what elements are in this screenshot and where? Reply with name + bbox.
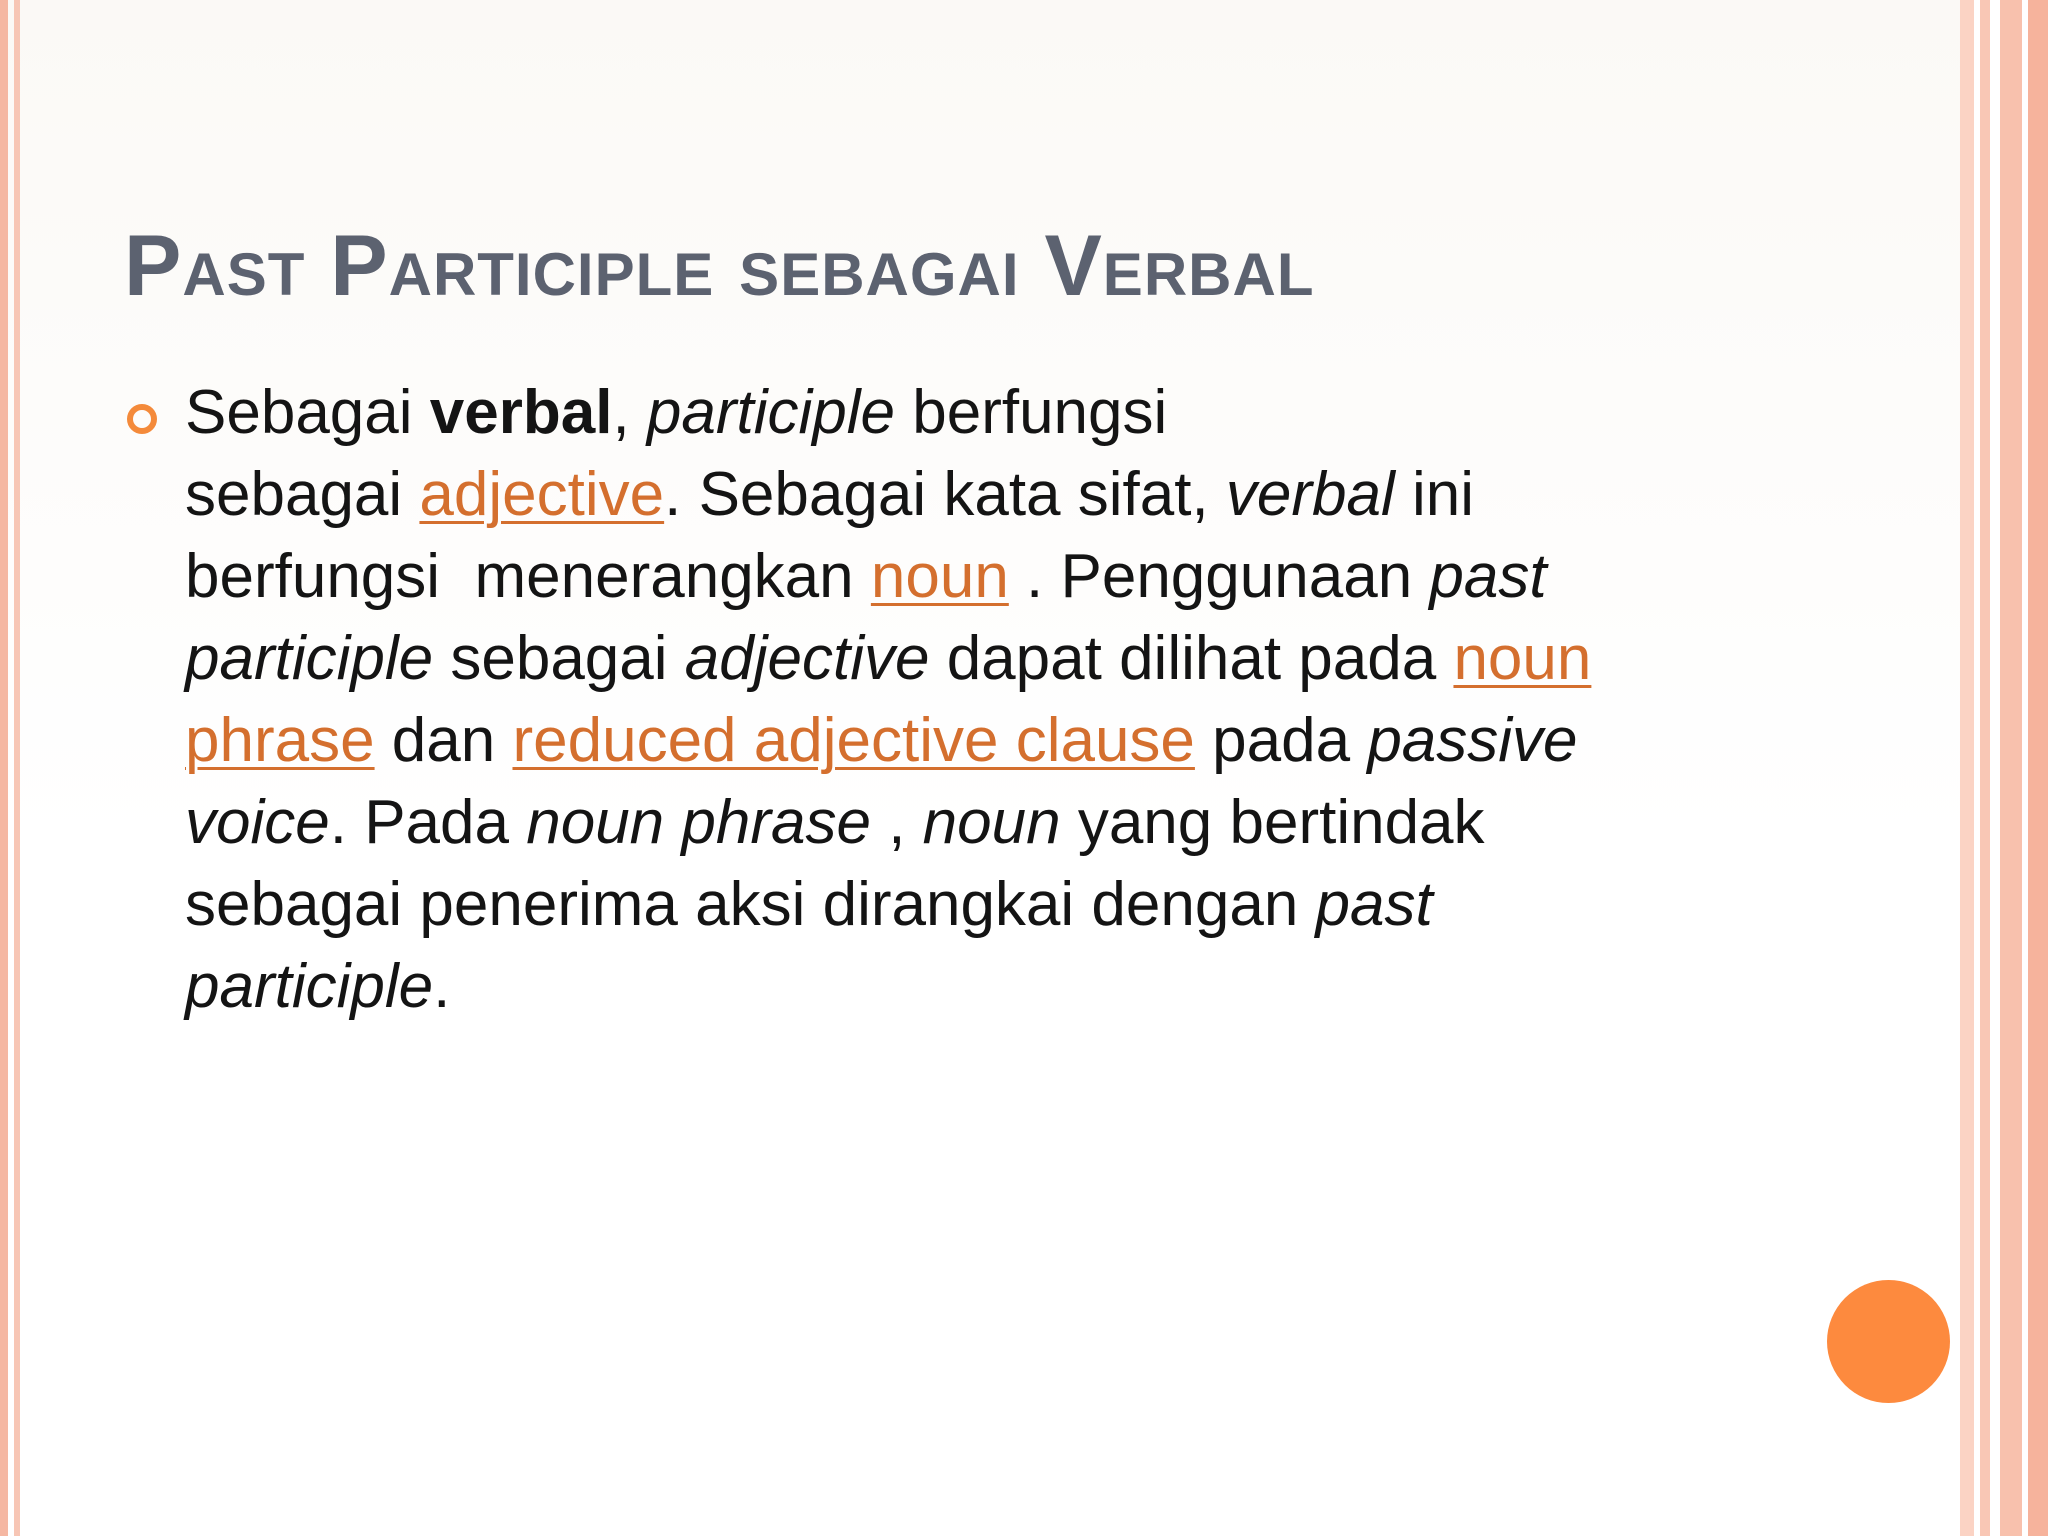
text: , [870,788,923,857]
hollow-circle-bullet-icon [127,404,157,434]
italic-term: verbal [1225,460,1395,529]
text: berfungsi menerangkan [185,542,871,611]
slide-title: Past Participle sebagai Verbal [124,218,1315,314]
italic-term: noun phrase [526,788,871,857]
italic-term: adjective [684,624,930,693]
text: . Penggunaan [1008,542,1430,611]
paragraph-line-4 [185,618,1765,700]
text: . [433,952,451,1021]
link-reduced-adjective-clause[interactable]: reduced adjective clause [512,706,1195,775]
bullet-paragraph [185,372,1765,1028]
right-border-stripe-1 [1960,0,1974,1536]
text: sebagai penerima aksi dirangkai dengan [185,870,1316,939]
text: berfungsi [895,378,1168,447]
paragraph-line-8 [185,946,1765,1028]
text: dapat dilihat pada [929,624,1454,693]
text: . Sebagai kata sifat, [664,460,1226,529]
italic-term: participle [646,378,896,447]
link-noun-phrase-part1[interactable]: noun [1453,624,1592,693]
paragraph-line-5 [185,700,1765,782]
italic-term: participle [185,624,434,693]
text: sebagai [433,624,685,693]
italic-term: past [1429,542,1547,611]
text: sebagai [185,460,420,529]
italic-term: voice [185,788,330,857]
italic-term: participle [185,952,434,1021]
italic-term: noun [922,788,1061,857]
link-adjective[interactable]: adjective [419,460,665,529]
text: dan [374,706,513,775]
text: yang bertindak [1060,788,1485,857]
text: Sebagai [185,378,430,447]
italic-term: passive [1367,706,1578,775]
bold-term: verbal [429,378,613,447]
italic-term: past [1315,870,1433,939]
link-noun[interactable]: noun [870,542,1009,611]
paragraph-line-6 [185,782,1765,864]
paragraph-line-7 [185,864,1765,946]
link-noun-phrase-part2[interactable]: phrase [185,706,375,775]
left-border-stripe [0,0,8,1536]
text: . Pada [329,788,527,857]
right-border-stripe-2 [1980,0,1990,1536]
left-border-stripe-inner [14,0,20,1536]
paragraph-line-3 [185,536,1765,618]
right-border-stripe-3 [2000,0,2022,1536]
text: pada [1194,706,1368,775]
paragraph-line-1 [185,372,1765,454]
decorative-orange-circle [1827,1280,1950,1403]
text: ini [1394,460,1475,529]
paragraph-line-2 [185,454,1765,536]
text: , [612,378,647,447]
right-border-stripe-4 [2028,0,2048,1536]
